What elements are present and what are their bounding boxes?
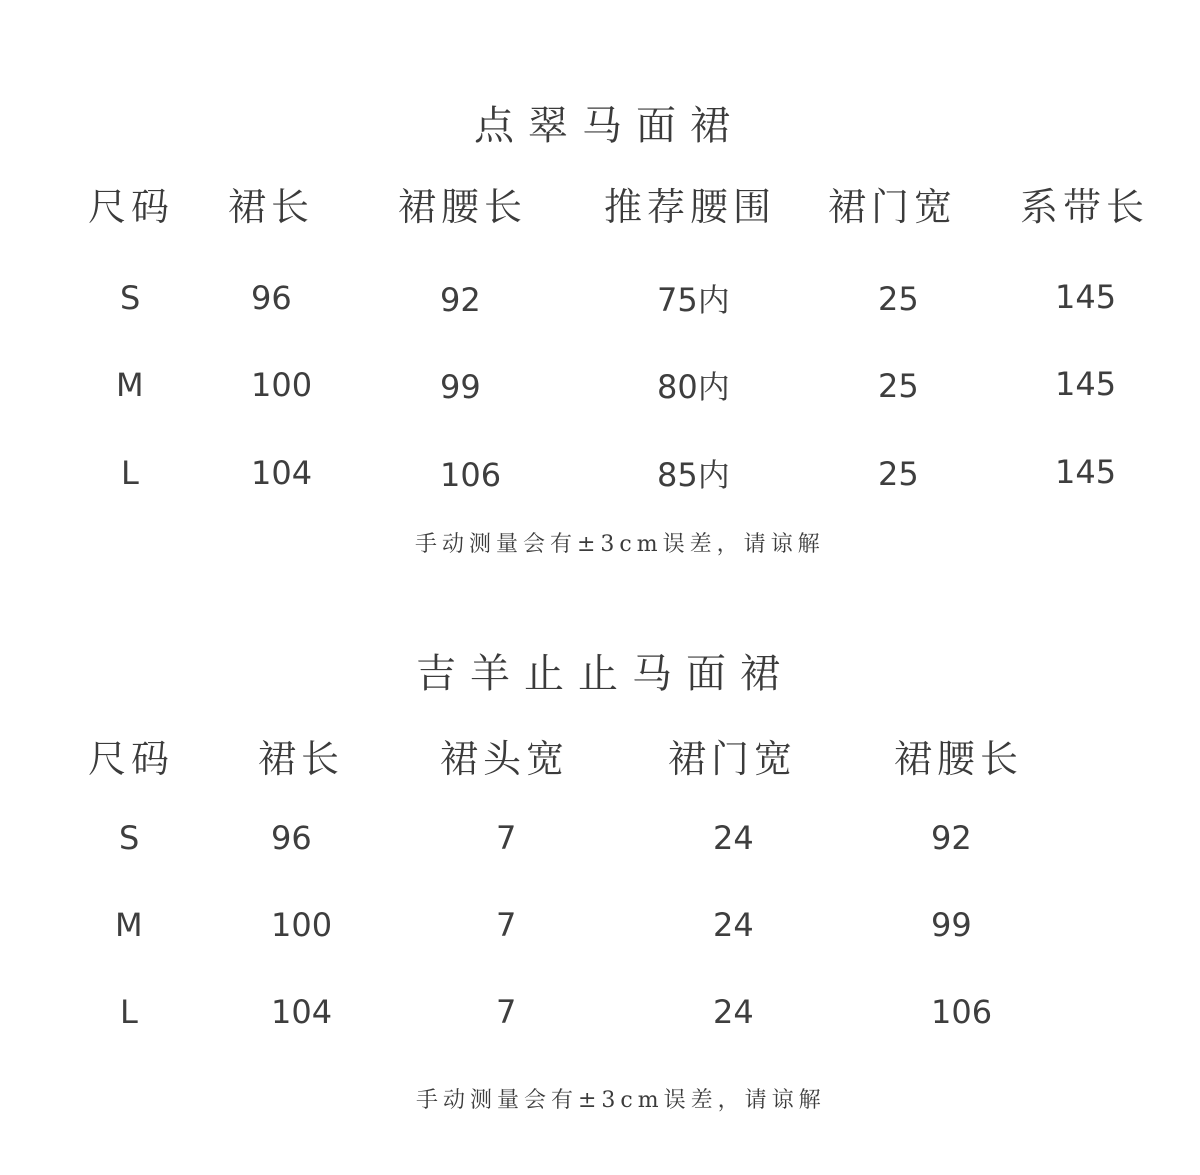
section2-cell-skirt-length: 100 — [271, 906, 333, 944]
section2-header-front-panel-width: 裙门宽 — [668, 737, 798, 781]
section1-cell-front-panel-width: 25 — [878, 455, 919, 493]
section1-cell-skirt-length: 104 — [251, 454, 313, 492]
section1-header-skirt-length: 裙长 — [228, 185, 315, 229]
section1-cell-front-panel-width: 25 — [878, 367, 919, 405]
section1-cell-front-panel-width: 25 — [878, 280, 919, 318]
section1-header-waist-length: 裙腰长 — [398, 185, 528, 229]
section2-cell-front-panel-width: 24 — [713, 819, 754, 857]
section1-cell-waist-length: 106 — [440, 456, 502, 494]
section2-cell-size: S — [119, 819, 140, 857]
section1-header-recommended-waist: 推荐腰围 — [604, 185, 777, 229]
section1-cell-size: S — [120, 279, 141, 317]
section2-cell-front-panel-width: 24 — [713, 993, 754, 1031]
section1-measurement-note: 手动测量会有±3cm误差，请谅解 — [415, 532, 825, 557]
section1-cell-size: L — [121, 454, 139, 492]
section1-cell-size: M — [116, 366, 144, 404]
section2-header-size: 尺码 — [88, 737, 175, 781]
section1-header-size: 尺码 — [88, 185, 175, 229]
section1-title: 点翠马面裙 — [474, 103, 744, 149]
section2-cell-waistband-width: 7 — [496, 819, 517, 857]
section1-cell-recommended-waist: 80内 — [657, 368, 730, 406]
section2-header-waist-length: 裙腰长 — [894, 737, 1024, 781]
section1-cell-skirt-length: 96 — [251, 279, 292, 317]
section1-cell-tie-length: 145 — [1055, 453, 1117, 491]
section2-cell-waist-length: 106 — [931, 993, 993, 1031]
section2-cell-skirt-length: 104 — [271, 993, 333, 1031]
section1-cell-waist-length: 99 — [440, 368, 481, 406]
section2-header-skirt-length: 裙长 — [258, 737, 345, 781]
section2-measurement-note: 手动测量会有±3cm误差，请谅解 — [416, 1088, 826, 1113]
section2-cell-front-panel-width: 24 — [713, 906, 754, 944]
section1-header-front-panel-width: 裙门宽 — [828, 185, 958, 229]
section2-cell-waist-length: 92 — [931, 819, 972, 857]
section1-cell-recommended-waist: 85内 — [657, 456, 730, 494]
section2-cell-waistband-width: 7 — [496, 993, 517, 1031]
section2-cell-size: M — [115, 906, 143, 944]
section1-cell-waist-length: 92 — [440, 281, 481, 319]
section2-cell-waistband-width: 7 — [496, 906, 517, 944]
section2-header-waistband-width: 裙头宽 — [440, 737, 570, 781]
section2-title: 吉羊止止马面裙 — [416, 651, 794, 697]
section1-header-tie-length: 系带长 — [1020, 185, 1150, 229]
section2-cell-waist-length: 99 — [931, 906, 972, 944]
section1-cell-skirt-length: 100 — [251, 366, 313, 404]
section2-cell-skirt-length: 96 — [271, 819, 312, 857]
section1-cell-tie-length: 145 — [1055, 365, 1117, 403]
section2-cell-size: L — [120, 993, 138, 1031]
section1-cell-recommended-waist: 75内 — [657, 281, 730, 319]
section1-cell-tie-length: 145 — [1055, 278, 1117, 316]
